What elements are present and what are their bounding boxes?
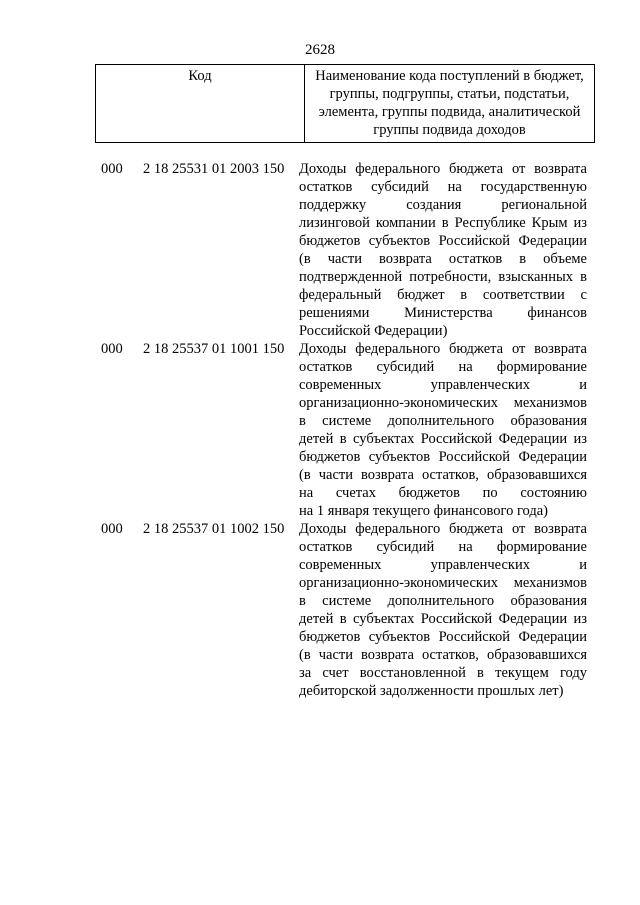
revenue-code: 2 18 25537 01 1002 150: [143, 521, 285, 537]
admin-code: 000: [101, 161, 123, 177]
description-line: организационно-экономических механизмов: [299, 395, 587, 411]
admin-code: 000: [101, 521, 123, 537]
description-line: бюджетов субъектов Российской Федерации: [299, 233, 587, 249]
description-line: остатков субсидий на формирование: [299, 539, 587, 555]
column-header-name-line: элемента, группы подвида, аналитической: [318, 104, 581, 120]
description-line: Российской Федерации): [299, 323, 448, 339]
description-line: за счет восстановленной в текущем году: [299, 665, 587, 681]
description-line: Доходы федерального бюджета от возврата: [299, 521, 587, 537]
description-line: Доходы федерального бюджета от возврата: [299, 341, 587, 357]
description-line: федеральный бюджет в соответствии с: [299, 287, 587, 303]
revenue-code: 2 18 25537 01 1001 150: [143, 341, 285, 357]
table-header: [95, 64, 595, 143]
description-line: остатков субсидий на государственную: [299, 179, 587, 195]
column-header-code: Код: [96, 65, 305, 143]
description-line: бюджетов субъектов Российской Федерации: [299, 449, 587, 465]
description-line: (в части возврата остатков, образовавшихся: [299, 647, 587, 663]
admin-code: 000: [101, 341, 123, 357]
revenue-description: [299, 520, 587, 700]
column-header-name-line: Наименование кода поступлений в бюджет,: [315, 68, 584, 84]
revenue-code-row: [101, 520, 591, 700]
description-line: (в части возврата остатков, образовавшихся: [299, 467, 587, 483]
revenue-code: 2 18 25531 01 2003 150: [143, 161, 285, 177]
description-line: в системе дополнительного образования: [299, 593, 587, 609]
description-line: подтвержденной потребности, взысканных в: [299, 269, 587, 285]
description-line: на счетах бюджетов по состоянию: [299, 485, 587, 501]
description-line: (в части возврата остатков в объеме: [299, 251, 587, 267]
revenue-code-list: [101, 160, 591, 700]
revenue-code-row: [101, 160, 591, 340]
description-line: поддержку создания региональной: [299, 197, 587, 213]
description-line: Доходы федерального бюджета от возврата: [299, 161, 587, 177]
description-line: в системе дополнительного образования: [299, 413, 587, 429]
column-header-name-line: группы подвида доходов: [373, 122, 526, 138]
description-line: на 1 января текущего финансового года): [299, 503, 548, 519]
table-header-row: [96, 65, 595, 143]
description-line: бюджетов субъектов Российской Федерации: [299, 629, 587, 645]
revenue-code-row: [101, 340, 591, 520]
revenue-description: [299, 160, 587, 340]
description-line: современных управленческих и: [299, 377, 587, 393]
column-header-name: [305, 65, 595, 143]
description-line: дебиторской задолженности прошлых лет): [299, 683, 564, 699]
column-header-name-line: группы, подгруппы, статьи, подстатьи,: [329, 86, 570, 102]
description-line: современных управленческих и: [299, 557, 587, 573]
description-line: детей в субъектах Российской Федерации из: [299, 611, 587, 627]
description-line: детей в субъектах Российской Федерации из: [299, 431, 587, 447]
revenue-description: [299, 340, 587, 520]
description-line: остатков субсидий на формирование: [299, 359, 587, 375]
page-number: 2628: [305, 42, 335, 58]
description-line: лизинговой компании в Республике Крым из: [299, 215, 587, 231]
description-line: решениями Министерства финансов: [299, 305, 587, 321]
description-line: организационно-экономических механизмов: [299, 575, 587, 591]
